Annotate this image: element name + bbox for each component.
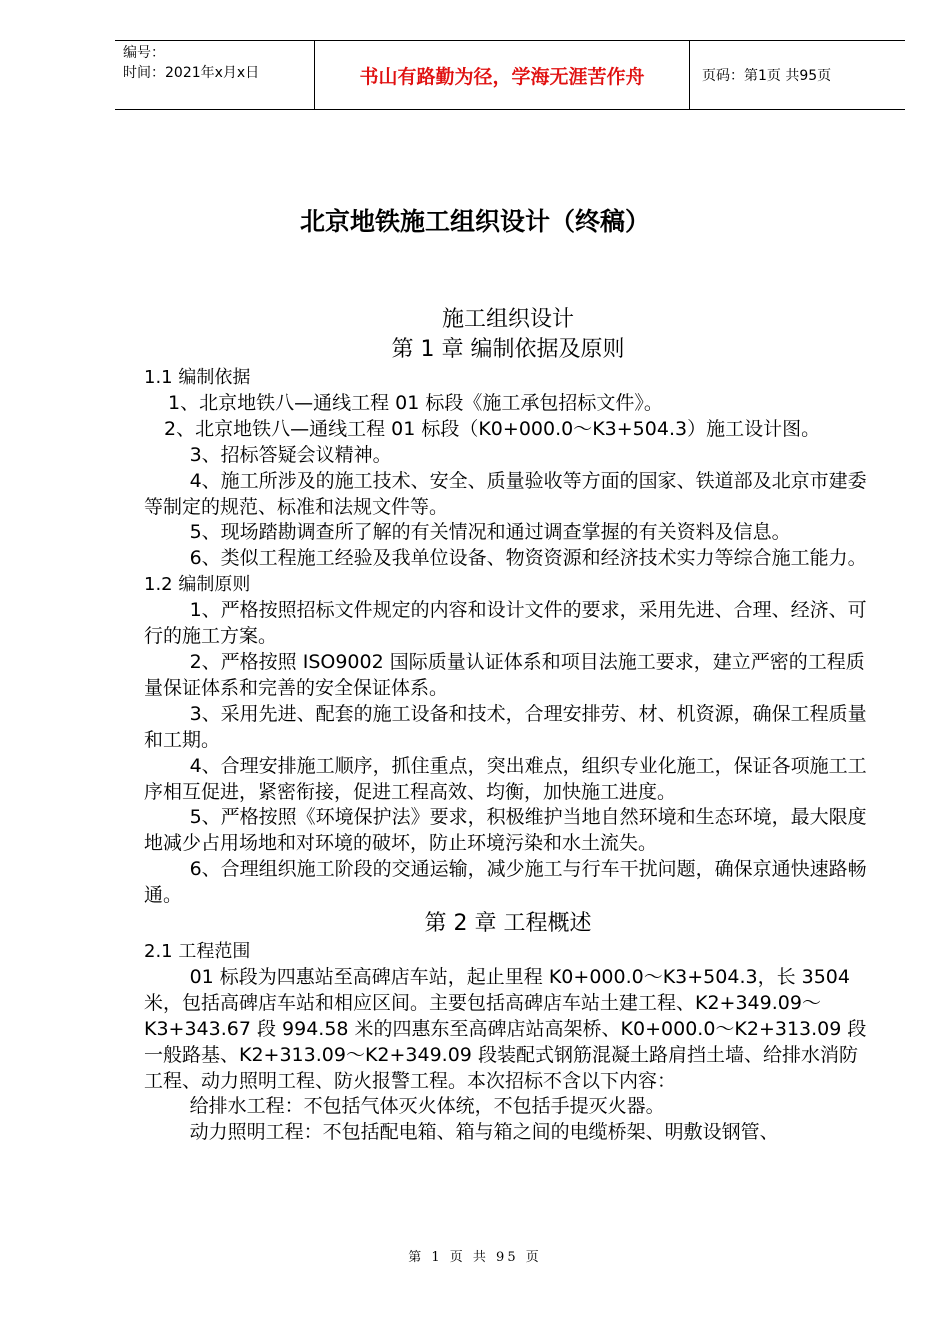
paragraph: 动力照明工程：不包括配电箱、箱与箱之间的电缆桥架、明敷设钢管、 [189,1121,779,1144]
header-meta [115,41,315,109]
list-item: 6、合理组织施工阶段的交通运输，减少施工与行车干扰问题，确保京通快速路畅通。 [144,858,867,907]
chapter-1-title: 第 1 章 编制依据及原则 [391,337,625,362]
section-1-2-title: 1.2 编制原则 [144,574,251,596]
page-header [115,40,905,110]
list-item: 5、现场踏勘调查所了解的有关情况和通过调查掌握的有关资料及信息。 [189,521,791,544]
header-motto: 书山有路勤为径，学海无涯苦作舟 [315,41,690,109]
list-item: 5、严格按照《环境保护法》要求，积极维护当地自然环境和生态环境，最大限度地减少占用场地和对环境的破坏，防止环境污染和水土流失。 [144,806,867,855]
list-item: 4、施工所涉及的施工技术、安全、质量验收等方面的国家、铁道部及北京市建委等制定的规范、标准和法规文件等。 [144,469,867,518]
paragraph: 给排水工程：不包括气体灭火体统，不包括手提灭火器。 [189,1095,665,1118]
section-1-1-title: 1.1 编制依据 [144,367,251,388]
chapter-2-title: 第 2 章 工程概述 [424,911,592,937]
list-item: 6、类似工程施工经验及我单位设备、物资资源和经济技术实力等综合施工能力。 [189,547,867,570]
header-page-info: 页码：第1页 共95页 [702,68,832,84]
section-2-1-title: 2.1 工程范围 [144,941,251,963]
list-item: 4、合理安排施工顺序，抓住重点，突出难点，组织专业化施工，保证各项施工工序相互促进，紧密衔接，促进工程高效、均衡，加快施工进度。 [144,754,867,803]
document-title: 北京地铁施工组织设计（终稿） [299,207,650,236]
list-item: 3、招标答疑会议精神。 [189,443,392,466]
list-item: 2、北京地铁八—通线工程 01 标段（K0+000.0～K3+504.3）施工设计图。 [164,417,821,440]
document-body [144,305,872,1146]
page-footer: 第 1 页 共 95 页 [408,1250,542,1265]
list-item: 1、北京地铁八—通线工程 01 标段《施工承包招标文件》。 [168,391,663,414]
list-item: 3、采用先进、配套的施工设备和技术，合理安排劳、材、机资源，确保工程质量和工期。 [144,702,867,751]
time-label: 时间：2021年x月x日 [123,65,260,81]
list-item: 1、严格按照招标文件规定的内容和设计文件的要求，采用先进、合理、经济、可行的施工方案。 [144,599,867,648]
list-item: 2、严格按照 ISO9002 国际质量认证体系和项目法施工要求，建立严密的工程质量保证体系和完善的安全保证体系。 [144,650,865,699]
subtitle: 施工组织设计 [441,307,574,332]
paragraph: 01 标段为四惠站至高碑店车站，起止里程 K0+000.0～K3+504.3，长 3504 米，包括高碑店车站和相应区间。主要包括高碑店车站土建工程、K2+349.09～K3+343.67 段 994.58 米的四惠东至高碑店站高架桥、K0+000.0～K2+313.09 段一般路基、K2+313.09～K2+349.09 段装配式钢筋混凝土路肩挡土墙、给排水消防工程、动力照明工程、防火报警工程。本次招标不含以下内容： [144,965,867,1092]
number-label: 编号： [123,45,165,61]
